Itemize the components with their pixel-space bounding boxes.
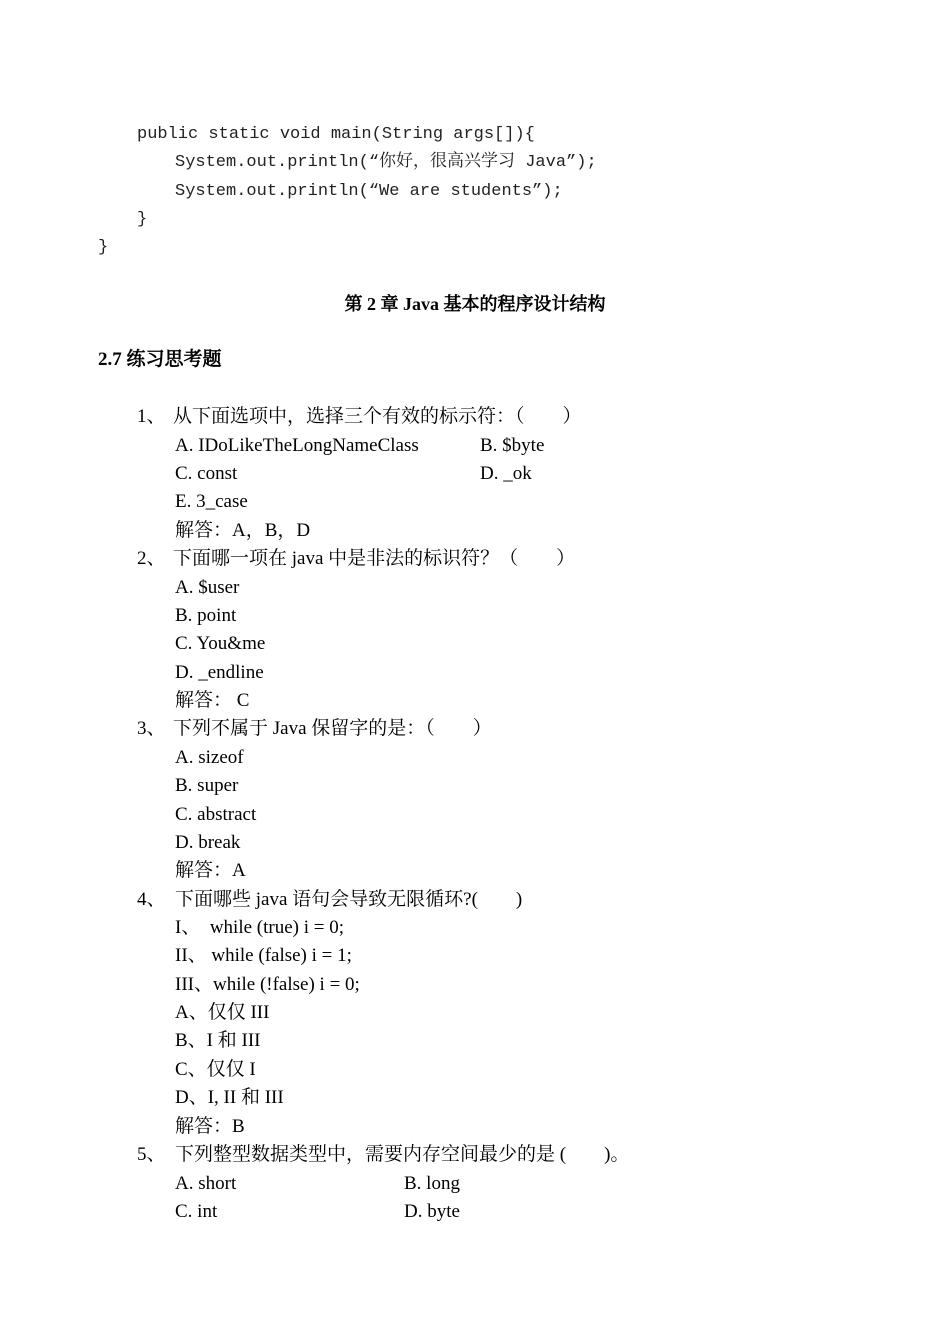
- statement-3: III、while (!false) i = 0;: [175, 974, 360, 995]
- option-a: A. IDoLikeTheLongNameClass: [175, 435, 419, 456]
- question-number: 4、: [137, 889, 166, 910]
- option-c: C、仅仅 I: [175, 1059, 256, 1080]
- question-number: 2、: [137, 548, 166, 569]
- answer: 解答：B: [175, 1116, 245, 1137]
- option-c: C. int: [175, 1201, 218, 1222]
- option-d: D、I, II 和 III: [175, 1087, 284, 1108]
- question-number: 5、: [137, 1144, 166, 1165]
- question-text: 下列不属于 Java 保留字的是：（ ）: [173, 718, 492, 739]
- option-d: D. byte: [404, 1201, 460, 1222]
- option-c: C. You&me: [175, 633, 266, 654]
- section-title: 2.7 练习思考题: [98, 349, 222, 370]
- option-d: D. break: [175, 832, 241, 853]
- code-line-close-method: }: [137, 210, 148, 229]
- option-a: A、仅仅 III: [175, 1002, 270, 1023]
- statement-2: II、 while (false) i = 1;: [175, 945, 352, 966]
- code-line-close-class: }: [98, 238, 109, 257]
- option-a: A. $user: [175, 577, 240, 598]
- option-b: B、I 和 III: [175, 1030, 261, 1051]
- option-b: B. long: [404, 1173, 460, 1194]
- option-b: B. super: [175, 775, 239, 796]
- answer: 解答：A，B，D: [175, 520, 311, 541]
- option-d: D. _endline: [175, 662, 264, 683]
- option-b: B. point: [175, 605, 237, 626]
- code-line-println-2: System.out.println(“We are students”);: [175, 182, 563, 201]
- option-d: D. _ok: [480, 463, 532, 484]
- option-b: B. $byte: [480, 435, 545, 456]
- answer: 解答： C: [175, 690, 250, 711]
- option-e: E. 3_case: [175, 491, 248, 512]
- question-text: 下列整型数据类型中，需要内存空间最少的是 ( )。: [175, 1144, 630, 1165]
- option-a: A. short: [175, 1173, 237, 1194]
- statement-1: I、 while (true) i = 0;: [175, 917, 345, 938]
- code-line-println-1: System.out.println(“你好，很高兴学习 Java”);: [175, 153, 597, 172]
- option-c: C. const: [175, 463, 238, 484]
- question-text: 从下面选项中，选择三个有效的标示符：（ ）: [173, 406, 582, 427]
- question-number: 1、: [137, 406, 166, 427]
- option-a: A. sizeof: [175, 747, 244, 768]
- code-line-main: public static void main(String args[]){: [137, 125, 535, 144]
- question-text: 下面哪一项在 java 中是非法的标识符？（ ）: [173, 548, 576, 569]
- answer: 解答：A: [175, 860, 246, 881]
- question-number: 3、: [137, 718, 166, 739]
- chapter-title: 第 2 章 Java 基本的程序设计结构: [344, 294, 606, 314]
- question-text: 下面哪些 java 语句会导致无限循环?( ): [175, 889, 523, 910]
- option-c: C. abstract: [175, 804, 257, 825]
